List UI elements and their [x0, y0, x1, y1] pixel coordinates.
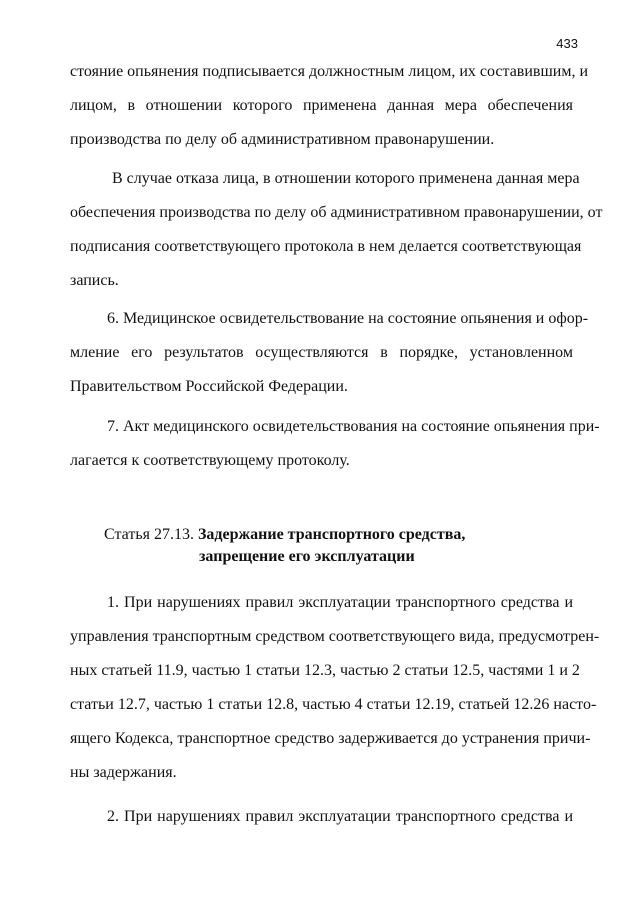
text-line: статьи 12.7, частью 1 статьи 12.8, частью 4 статьи 12.19, статьей 12.26 насто-: [70, 696, 597, 713]
page-number: 433: [556, 36, 578, 51]
text-line: лицом, в отношении которого применена данная мера обеспечения: [70, 97, 573, 114]
paragraph-item-6: [70, 302, 589, 404]
text-line: ны задержания.: [70, 764, 177, 781]
paragraph-refusal: [70, 162, 603, 298]
text-line: производства по делу об административном правонарушении.: [70, 131, 495, 148]
paragraph-continuation: [70, 55, 589, 157]
text-line: 1. При нарушениях правил эксплуатации транспортного средства и: [107, 594, 573, 611]
text-line: В случае отказа лица, в отношении которого применена данная мера: [112, 170, 580, 187]
text-line: лагается к соответствующему протоколу.: [70, 452, 350, 469]
article-heading: [104, 524, 465, 568]
article-title-line1: Задержание транспортного средства,: [197, 526, 466, 543]
text-line: 2. При нарушениях правил эксплуатации транспортного средства и: [107, 808, 573, 825]
text-line: управления транспортным средством соответствующего вида, предусмотрен-: [70, 628, 600, 645]
article-paragraph-1: [70, 586, 600, 790]
text-line: 6. Медицинское освидетельствование на состояние опьянения и офор-: [107, 310, 589, 327]
text-line: запись.: [70, 272, 119, 289]
text-line: обеспечения производства по делу об административном правонарушении, от: [70, 204, 603, 221]
article-title-line2: запрещение его эксплуатации: [199, 548, 415, 565]
text-line: подписания соответствующего протокола в нем делается соответствующая: [70, 238, 582, 255]
text-line: ных статьей 11.9, частью 1 статьи 12.3, частью 2 статьи 12.5, частями 1 и 2: [70, 662, 580, 679]
article-prefix: Статья 27.13.: [104, 526, 194, 543]
text-line: Правительством Российской Федерации.: [70, 378, 348, 395]
text-line: 7. Акт медицинского освидетельствования на состояние опьянения при-: [107, 418, 600, 435]
text-line: ящего Кодекса, транспортное средство задерживается до устранения причи-: [70, 730, 591, 747]
text-line: стояние опьянения подписывается должностным лицом, их составившим, и: [70, 63, 589, 80]
article-paragraph-2: [70, 800, 573, 834]
text-line: мление его результатов осуществляются в порядке, установленном: [70, 344, 573, 361]
paragraph-item-7: [70, 410, 600, 478]
